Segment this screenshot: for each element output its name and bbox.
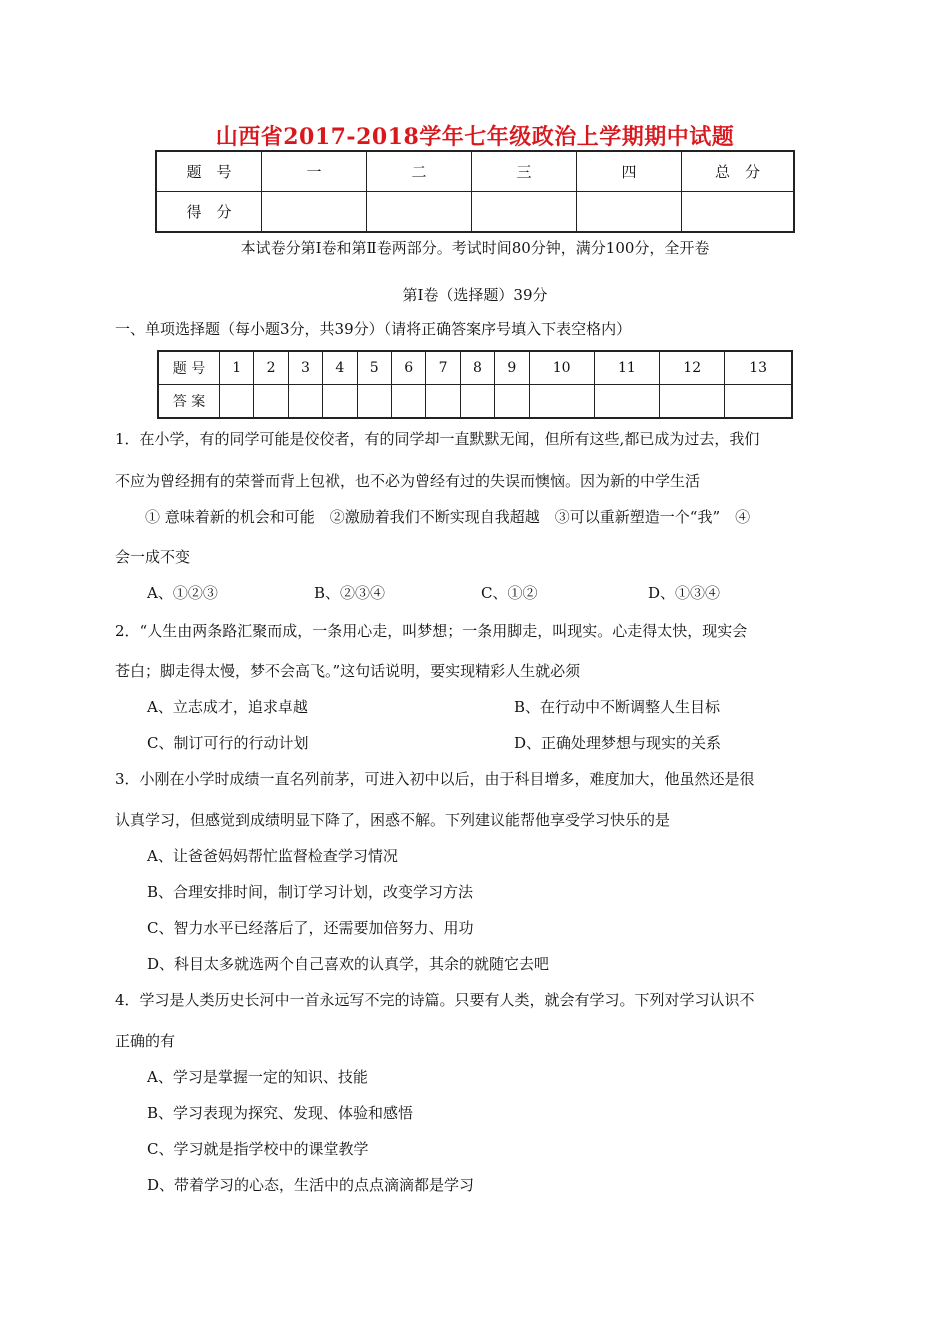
q4-option-d: D、带着学习的心态，生活中的点点滴滴都是学习 <box>147 1176 475 1194</box>
answer-cell[interactable] <box>323 385 357 419</box>
q2-option-d: D、正确处理梦想与现实的关系 <box>514 734 722 752</box>
answer-number-cell: 7 <box>426 351 460 385</box>
score-cell[interactable] <box>367 192 472 233</box>
q3-text-line: 认真学习，但感觉到成绩明显下降了，困惑不解。下列建议能帮他享受学习快乐的是 <box>115 811 671 829</box>
answer-table-row <box>158 385 792 419</box>
q3-option-a: A、让爸爸妈妈帮忙监督检查学习情况 <box>147 847 398 865</box>
answer-table <box>157 350 793 419</box>
q3-option-c: C、智力水平已经落后了，还需要加倍努力、用功 <box>147 919 474 937</box>
score-header-cell: 总 分 <box>682 151 795 192</box>
score-cell[interactable] <box>577 192 682 233</box>
answer-number-cell: 2 <box>254 351 288 385</box>
answer-number-cell: 9 <box>495 351 529 385</box>
answer-cell[interactable] <box>529 385 594 419</box>
part1-title: 第Ⅰ卷（选择题）39分 <box>402 286 548 304</box>
q4-text-line: 正确的有 <box>115 1032 176 1050</box>
answer-header-label: 题 号 <box>158 351 220 385</box>
q1-option-c: C、①② <box>481 584 538 602</box>
q2-option-b: B、在行动中不断调整人生目标 <box>514 698 721 716</box>
q2-text-line: 2．“人生由两条路汇聚而成，一条用心走，叫梦想；一条用脚走，叫现实。心走得太快，现实会 <box>115 622 748 640</box>
answer-cell[interactable] <box>660 385 725 419</box>
q4-option-c: C、学习就是指学校中的课堂教学 <box>147 1140 369 1158</box>
q1-option-d: D、①③④ <box>648 584 721 602</box>
q2-text-line: 苍白；脚走得太慢，梦不会高飞。”这句话说明，要实现精彩人生就必须 <box>115 662 581 680</box>
answer-cell[interactable] <box>288 385 322 419</box>
answer-cell[interactable] <box>426 385 460 419</box>
answer-cell[interactable] <box>594 385 659 419</box>
answer-number-cell: 10 <box>529 351 594 385</box>
answer-number-cell: 8 <box>460 351 494 385</box>
score-table-row <box>156 192 794 233</box>
answer-cell[interactable] <box>254 385 288 419</box>
q1-text-line: 会一成不变 <box>115 548 191 566</box>
answer-number-cell: 4 <box>323 351 357 385</box>
answer-row-label: 答 案 <box>158 385 220 419</box>
q2-option-c: C、制订可行的行动计划 <box>147 734 309 752</box>
score-header-cell: 一 <box>262 151 367 192</box>
answer-number-cell: 12 <box>660 351 725 385</box>
q1-option-b: B、②③④ <box>314 584 386 602</box>
score-cell[interactable] <box>262 192 367 233</box>
score-header-cell: 四 <box>577 151 682 192</box>
q4-option-b: B、学习表现为探究、发现、体验和感悟 <box>147 1104 414 1122</box>
answer-number-cell: 6 <box>391 351 425 385</box>
q1-option-a: A、①②③ <box>147 584 218 602</box>
answer-table-header-row <box>158 351 792 385</box>
answer-number-cell: 11 <box>594 351 659 385</box>
score-table <box>155 150 795 233</box>
q3-text-line: 3．小刚在小学时成绩一直名列前茅，可进入初中以后，由于科目增多，难度加大，他虽然还是很 <box>115 770 755 788</box>
answer-cell[interactable] <box>725 385 792 419</box>
answer-number-cell: 1 <box>220 351 254 385</box>
exam-intro: 本试卷分第Ⅰ卷和第Ⅱ卷两部分。考试时间80分钟，满分100分，全开卷 <box>240 239 710 257</box>
answer-number-cell: 5 <box>357 351 391 385</box>
q1-statements: ① 意味着新的机会和可能 ②激励着我们不断实现自我超越 ③可以重新塑造一个“我” ④ <box>145 508 751 526</box>
q1-text-line: 1．在小学，有的同学可能是佼佼者，有的同学却一直默默无闻，但所有这些,都已成为过去，我们 <box>115 430 760 448</box>
answer-cell[interactable] <box>357 385 391 419</box>
section1-title: 一、单项选择题（每小题3分，共39分）（请将正确答案序号填入下表空格内） <box>115 320 632 338</box>
score-cell[interactable] <box>682 192 795 233</box>
q3-option-d: D、科目太多就选两个自己喜欢的认真学，其余的就随它去吧 <box>147 955 550 973</box>
answer-number-cell: 13 <box>725 351 792 385</box>
score-cell[interactable] <box>472 192 577 233</box>
q3-option-b: B、合理安排时间，制订学习计划，改变学习方法 <box>147 883 474 901</box>
score-header-cell: 三 <box>472 151 577 192</box>
score-header-cell: 二 <box>367 151 472 192</box>
answer-cell[interactable] <box>220 385 254 419</box>
score-row-label: 得 分 <box>156 192 262 233</box>
q4-text-line: 4．学习是人类历史长河中一首永远写不完的诗篇。只要有人类，就会有学习。下列对学习认识不 <box>115 991 755 1009</box>
score-table-header-row <box>156 151 794 192</box>
q4-option-a: A、学习是掌握一定的知识、技能 <box>147 1068 368 1086</box>
answer-cell[interactable] <box>495 385 529 419</box>
q1-text-line: 不应为曾经拥有的荣誉而背上包袱，也不必为曾经有过的失误而懊恼。因为新的中学生活 <box>115 472 701 490</box>
score-header-cell: 题 号 <box>156 151 262 192</box>
answer-number-cell: 3 <box>288 351 322 385</box>
answer-cell[interactable] <box>391 385 425 419</box>
q2-option-a: A、立志成才，追求卓越 <box>147 698 308 716</box>
page-title: 山西省2017-2018学年七年级政治上学期期中试题 <box>215 124 735 150</box>
answer-cell[interactable] <box>460 385 494 419</box>
